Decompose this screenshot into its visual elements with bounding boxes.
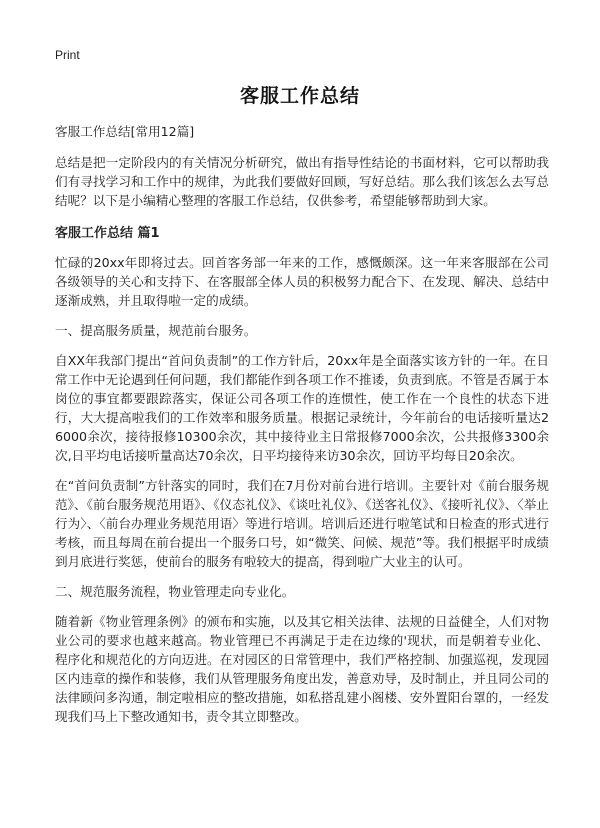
intro-paragraph: 总结是把一定阶段内的有关情况分析研究，做出有指导性结论的书面材料，它可以帮助我们有寻找学习和工作中的规律，为此我们要做好回顾，写好总结。那么我们该怎么去写总结呢？以下是小编精心整理的客服工作总结，仅供参考，希望能够帮助到大家。 <box>55 155 549 208</box>
body-paragraph: 随着新《物业管理条例》的颁布和实施，以及其它相关法律、法规的日益健全，人们对物业公司的要求也越来越高。物业管理已不再满足于走在边缘的'现状，而是朝着专业化、程序化和规范化的方向迈进。在对园区的日常管理中，我们严格控制、加强巡视，发现园区内违章的操作和装修，我们从管理服务角度出发，善意劝导，及时制止，并且同公司的法律顾问多沟通，制定啦相应的整改措施，如私搭乱建小阁楼、安外置阳台罩的，一经发现我们马上下整改通知书，责令其立即整改。 <box>55 614 549 724</box>
print-link[interactable]: Print <box>55 48 80 62</box>
body-paragraph: 一、提高服务质量，规范前台服务。 <box>55 323 257 338</box>
body-paragraph: 二、规范服务流程，物业管理走向专业化。 <box>55 584 295 599</box>
document-body <box>55 122 549 737</box>
page-title: 客服工作总结 <box>239 85 360 107</box>
body-paragraph: 忙碌的20xx年即将过去。回首客务部一年来的工作，感慨颇深。这一年来客服部在公司各级领导的关心和支持下、在客服部全体人员的积极努力配合下、在发现、解决、总结中逐渐成熟，并且取得啦一定的成绩。 <box>55 255 549 308</box>
section-heading: 客服工作总结 篇1 <box>55 226 160 241</box>
body-paragraph: 在“首问负责制”方针落实的同时，我们在7月份对前台进行培训。主要针对《前台服务规范》、《前台服务规范用语》、《仪态礼仪》、《谈吐礼仪》、《送客礼仪》、《接听礼仪》、〈举止行为〉、〈前台办理业务规范用语〉等进行培训。培训后还进行啦笔试和日检查的形式进行考核，而且每周在前台提出一个服务口号，如“微笑、问候、规范”等。我们根据平时成绩到月底进行奖惩，使前台的服务有啦较大的提高，得到啦广大业主的认可。 <box>55 478 549 569</box>
document-subtitle: 客服工作总结[常用12篇] <box>55 124 195 139</box>
body-paragraph: 自XX年我部门提出“首问负责制”的工作方针后，20xx年是全面落实该方针的一年。在日常工作中无论遇到任何问题，我们都能作到各项工作不推诿，负责到底。不管是否属于本岗位的事宜都要跟踪落实，保证公司各项工作的连惯性，使工作在一个良性的状态下进行，大大提高啦我们的工作效率和服务质量。根据记录统计，今年前台的电话接听量达26000余次，接待报修10300余次，其中接待业主日常报修7000余次，公共报修3300余次,日平均电话接听量高达70余次，日平均接待来访30余次，回访平均每日20余次。 <box>55 353 549 463</box>
